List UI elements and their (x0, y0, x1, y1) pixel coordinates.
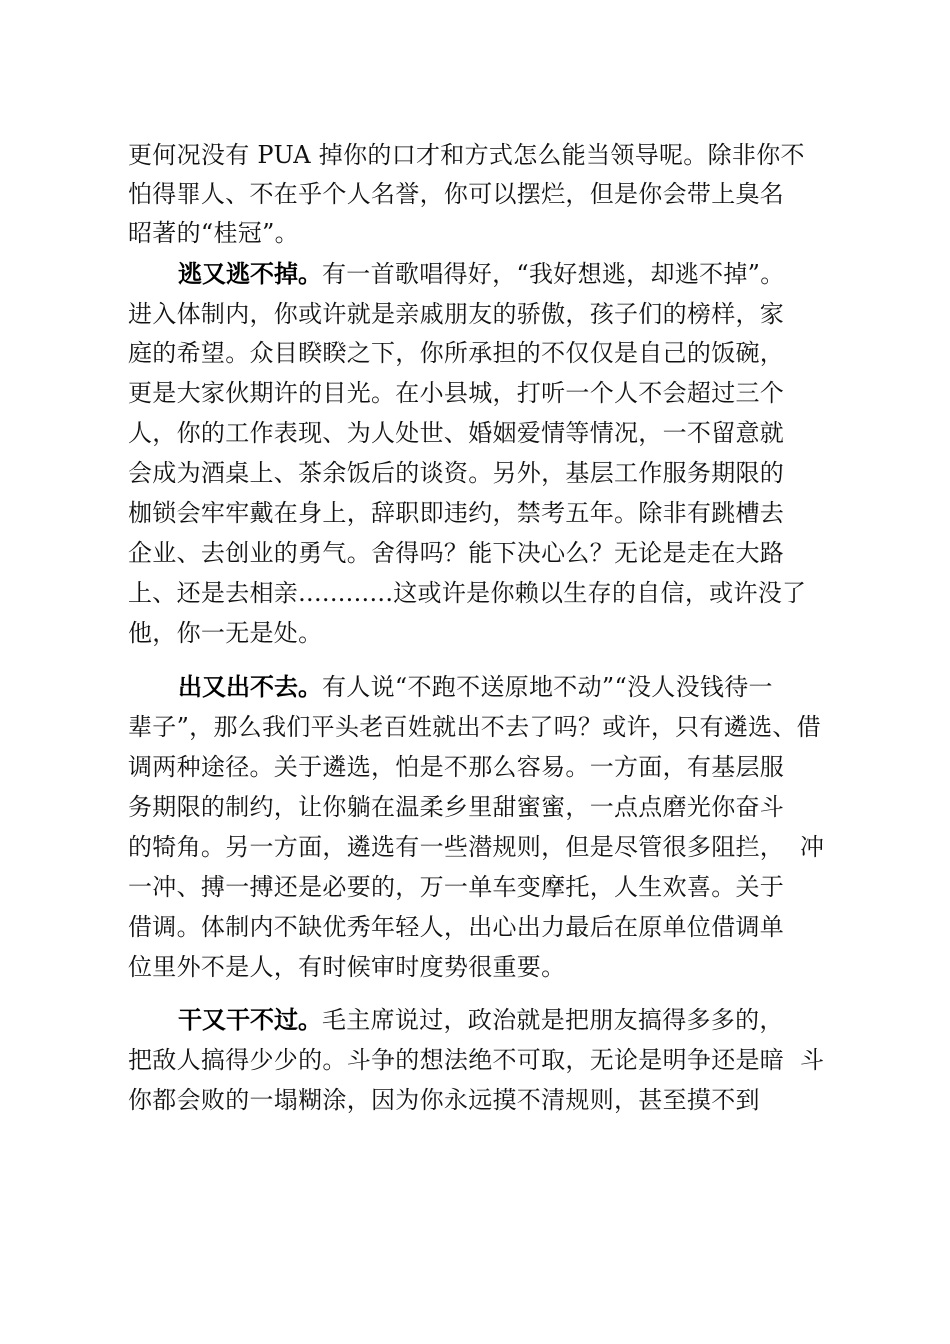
paragraph-line: 庭的希望。众目睽睽之下，你所承担的不仅仅是自己的饭碗， (128, 339, 785, 367)
paragraph-lead-heading: 逃又逃不掉。 (178, 260, 322, 288)
paragraph-line: 人，你的工作表现、为人处世、婚姻爱情等情况，一不留意就 (128, 419, 785, 447)
paragraph-line: 你都会败的一塌糊涂，因为你永远摸不清规则，甚至摸不到 (128, 1086, 760, 1114)
paragraph-line: 上、还是去相亲............这或许是你赖以生存的自信，或许没了 (128, 579, 807, 607)
paragraph-lead-heading: 出又出不去。 (178, 673, 322, 701)
paragraph-line: 干又干不过。毛主席说过，政治就是把朋友搞得多多的， (178, 1006, 784, 1034)
paragraph-line: 进入体制内，你或许就是亲戚朋友的骄傲，孩子们的榜样，家 (128, 300, 785, 328)
paragraph-line: 一冲、搏一搏还是必要的，万一单车变摩托，人生欢喜。关于 (128, 873, 785, 901)
paragraph-line: 昭著的“桂冠”。 (128, 219, 299, 247)
paragraph-line: 更何况没有 PUA 掉你的口才和方式怎么能当领导呢。除非你不 (128, 141, 805, 169)
paragraph-line: 调两种途径。关于遴选，怕是不那么容易。一方面，有基层服 (128, 753, 785, 781)
paragraph-line: 务期限的制约，让你躺在温柔乡里甜蜜蜜，一点点磨光你奋斗 (128, 793, 785, 821)
paragraph-line: 枷锁会牢牢戴在身上，辞职即违约，禁考五年。除非有跳槽去 (128, 499, 785, 527)
paragraph-line: 借调。体制内不缺优秀年轻人，出心出力最后在原单位借调单 (128, 913, 785, 941)
paragraph-line: 把敌人搞得少少的。斗争的想法绝不可取，无论是明争还是暗 斗 (128, 1046, 825, 1074)
paragraph-line: 会成为酒桌上、茶余饭后的谈资。另外，基层工作服务期限的 (128, 459, 785, 487)
paragraph-line: 位里外不是人，有时候审时度势很重要。 (128, 953, 566, 981)
paragraph-line: 出又出不去。有人说“不跑不送原地不动”“没人没钱待一 (178, 673, 773, 701)
paragraph-lead-heading: 干又干不过。 (178, 1006, 322, 1034)
paragraph-line: 的犄角。另一方面，遴选有一些潜规则，但是尽管很多阻拦， 冲 (128, 833, 825, 861)
paragraph-line: 更是大家伙期许的目光。在小县城，打听一个人不会超过三个 (128, 379, 785, 407)
paragraph-line: 怕得罪人、不在乎个人名誉，你可以摆烂，但是你会带上臭名 (128, 180, 785, 208)
paragraph-line: 辈子”，那么我们平头老百姓就出不去了吗？或许，只有遴选、借 (128, 713, 821, 741)
paragraph-line: 企业、去创业的勇气。舍得吗？能下决心么？无论是走在大路 (128, 539, 785, 567)
paragraph-line: 他，你一无是处。 (128, 619, 323, 647)
paragraph-line: 逃又逃不掉。有一首歌唱得好，“我好想逃，却逃不掉”。 (178, 260, 785, 288)
